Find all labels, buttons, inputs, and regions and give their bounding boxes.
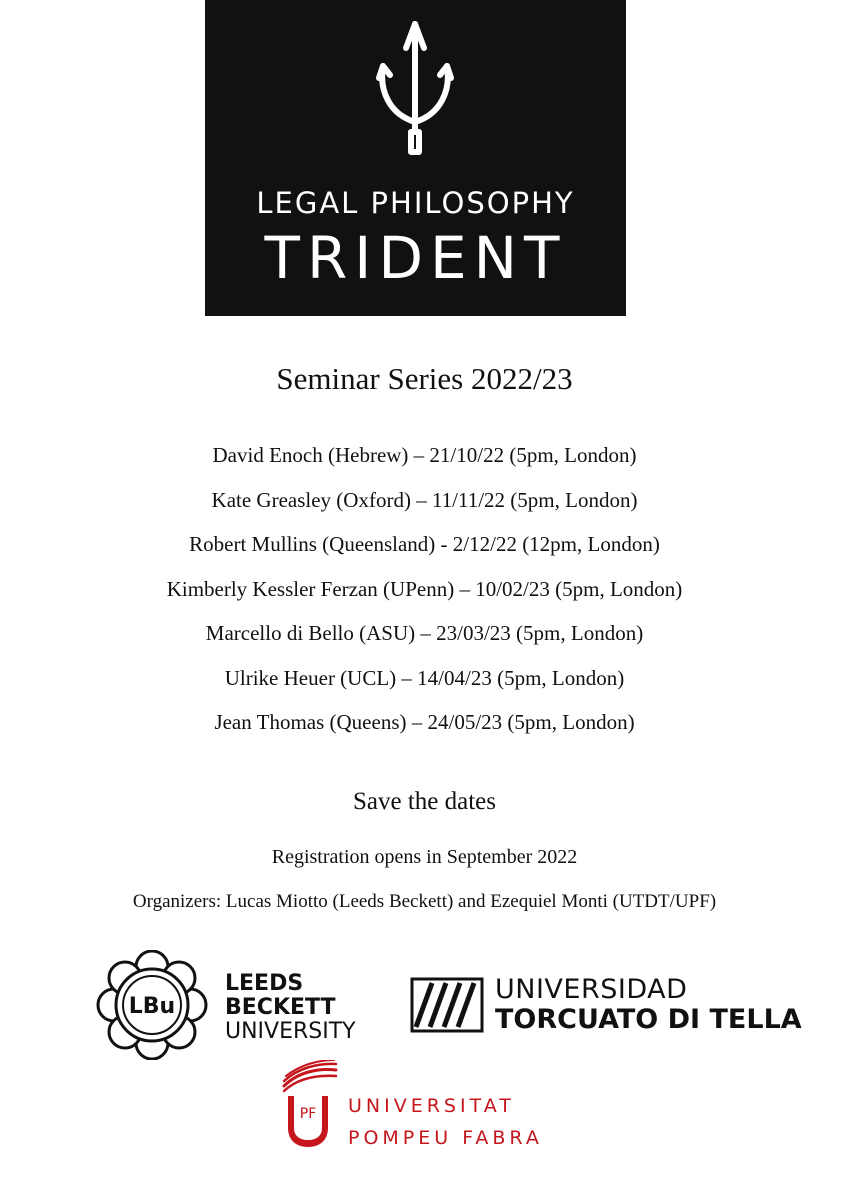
utdt-wordmark [495, 975, 802, 1035]
upf-emblem-icon [278, 1060, 338, 1150]
upf-line2: POMPEU FABRA [348, 1127, 543, 1149]
leeds-beckett-logo [93, 950, 358, 1060]
lbu-emblem-text: LBu [128, 994, 176, 1019]
utdt-logo [410, 975, 810, 1035]
upf-emblem-text: PF [299, 1106, 317, 1122]
page-title: Seminar Series 2022/23 [276, 361, 573, 396]
trident-icon [375, 18, 455, 160]
upf-wordmark [348, 1090, 543, 1154]
striped-box-icon [410, 977, 484, 1033]
lbu-line3: UNIVERSITY [225, 1019, 356, 1044]
speaker-entry: Kate Greasley (Oxford) – 11/11/22 (5pm, London) [211, 487, 638, 512]
utdt-line2: TORCUATO DI TELLA [495, 1004, 802, 1035]
lbu-wordmark [225, 972, 356, 1044]
registration-note: Registration opens in September 2022 [271, 846, 578, 868]
speaker-entry: Ulrike Heuer (UCL) – 14/04/23 (5pm, London) [224, 665, 625, 690]
banner-title: TRIDENT [264, 224, 567, 292]
save-the-dates-heading: Save the dates [352, 788, 496, 815]
rose-emblem-icon [93, 950, 211, 1060]
speaker-entry: Jean Thomas (Queens) – 24/05/23 (5pm, London) [214, 710, 635, 734]
speaker-entry: Kimberly Kessler Ferzan (UPenn) – 10/02/23 (5pm, London) [166, 576, 683, 601]
speaker-entry: David Enoch (Hebrew) – 21/10/22 (5pm, London) [212, 443, 637, 467]
speaker-entry: Marcello di Bello (ASU) – 23/03/23 (5pm, London) [205, 621, 644, 645]
organizers-line: Organizers: Lucas Miotto (Leeds Beckett) and Ezequiel Monti (UTDT/UPF) [132, 891, 717, 912]
upf-line1: UNIVERSITAT [348, 1095, 515, 1117]
banner-subtitle: LEGAL PHILOSOPHY [256, 186, 575, 220]
upf-logo [278, 1060, 568, 1150]
lbu-line2: BECKETT [225, 995, 336, 1020]
speaker-entry: Robert Mullins (Queensland) - 2/12/22 (12pm, London) [189, 532, 660, 556]
trident-banner [205, 0, 626, 316]
speaker-list [0, 440, 849, 752]
utdt-line1: UNIVERSIDAD [495, 974, 688, 1005]
lbu-line1: LEEDS [225, 971, 304, 996]
